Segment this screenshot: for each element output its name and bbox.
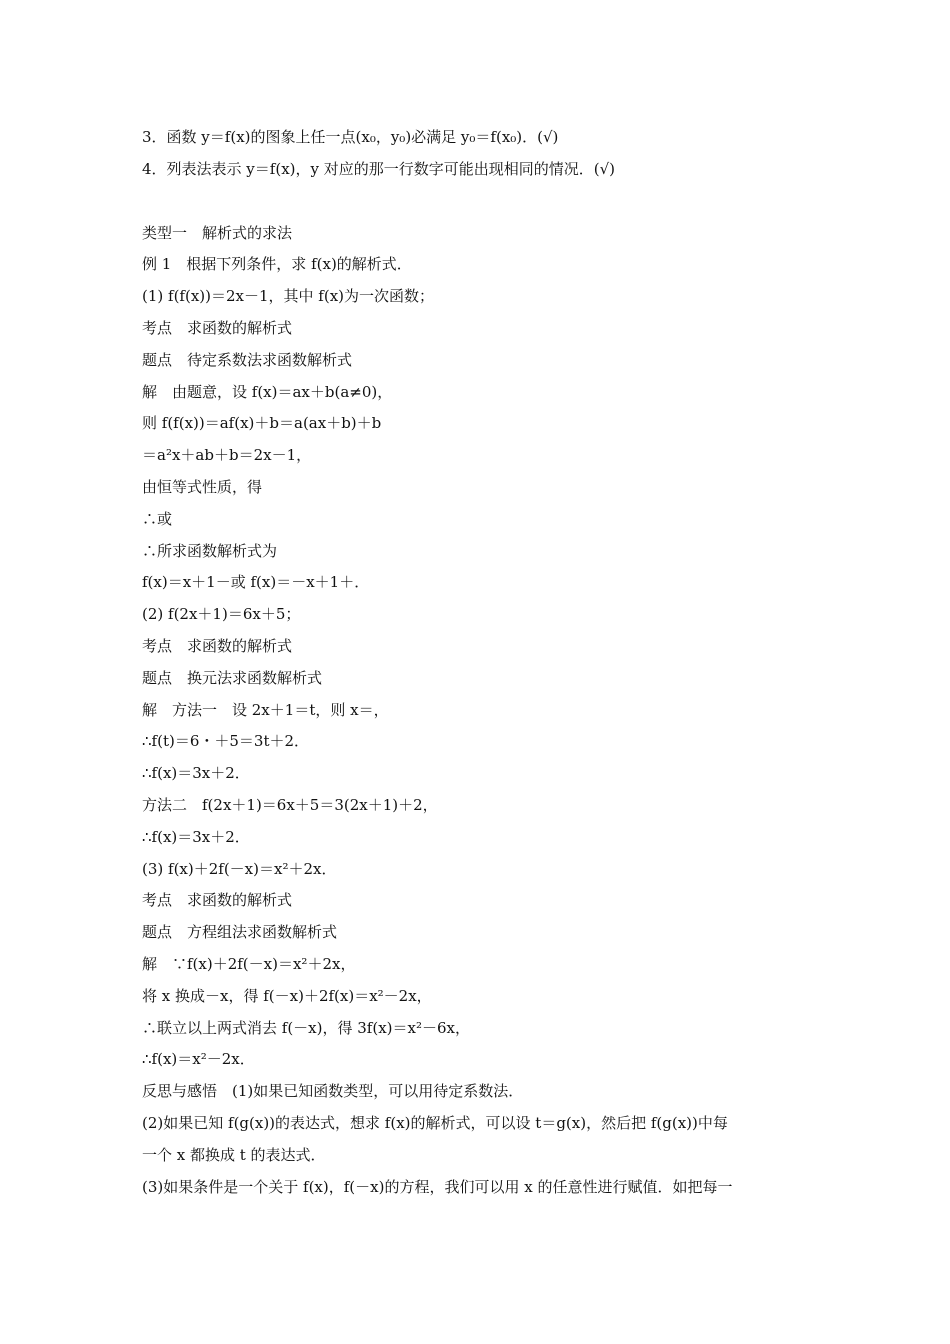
text-line: ∴或 xyxy=(142,509,173,528)
text-line: (2) f(2x＋1)＝6x＋5； xyxy=(142,605,301,624)
text-line: 解 由题意，设 f(x)＝ax＋b(a≠0)， xyxy=(142,382,393,401)
text-line: 题点 换元法求函数解析式 xyxy=(142,668,323,687)
text-line: (3)如果条件是一个关于 f(x)，f(－x)的方程，我们可以用 x 的任意性进行赋值．如把每一 xyxy=(142,1177,733,1196)
section-title: 类型一 解析式的求法 xyxy=(142,223,293,242)
document-page xyxy=(142,122,822,1203)
example-title: 例 1 根据下列条件，求 f(x)的解析式． xyxy=(142,255,412,274)
text-line: ∴f(x)＝3x＋2． xyxy=(142,827,250,846)
text-line: 方法二 f(2x＋1)＝6x＋5＝3(2x＋1)＋2， xyxy=(142,795,438,814)
text-line: 解 ∵f(x)＋2f(－x)＝x²＋2x， xyxy=(142,954,356,973)
text-line: 解 方法一 设 2x＋1＝t，则 x＝， xyxy=(142,700,389,719)
text-line: 4．列表法表示 y＝f(x)，y 对应的那一行数字可能出现相同的情况．(√) xyxy=(142,159,616,178)
text-line: (2)如果已知 f(g(x))的表达式，想求 f(x)的解析式，可以设 t＝g(x)，然后把 f(g(x))中每 xyxy=(142,1113,728,1132)
text-line: 由恒等式性质，得 xyxy=(142,477,263,496)
text-line: 题点 方程组法求函数解析式 xyxy=(142,923,338,942)
text-line: ＝a²x＋ab＋b＝2x－1， xyxy=(142,446,312,465)
text-line: 考点 求函数的解析式 xyxy=(142,318,293,337)
text-line: ∴所求函数解析式为 xyxy=(142,541,278,560)
paragraph-gap xyxy=(142,186,822,218)
text-line: 反思与感悟 (1)如果已知函数类型，可以用待定系数法． xyxy=(142,1082,524,1101)
text-line: ∴f(x)＝x²－2x． xyxy=(142,1050,255,1069)
text-line: 3．函数 y＝f(x)的图象上任一点(x₀，y₀)必满足 y₀＝f(x₀)．(√) xyxy=(142,128,559,146)
text-line: f(x)＝x＋1－或 f(x)＝－x＋1＋． xyxy=(142,573,370,592)
text-line: 考点 求函数的解析式 xyxy=(142,636,293,655)
text-line: 将 x 换成－x，得 f(－x)＋2f(x)＝x²－2x， xyxy=(142,986,432,1005)
text-line: ∴联立以上两式消去 f(－x)，得 3f(x)＝x²－6x， xyxy=(142,1018,470,1037)
text-line: (3) f(x)＋2f(－x)＝x²＋2x． xyxy=(142,859,337,878)
text-line: 考点 求函数的解析式 xyxy=(142,891,293,910)
text-line: (1) f(f(x))＝2x－1，其中 f(x)为一次函数； xyxy=(142,287,435,306)
text-line: ∴f(t)＝6・＋5＝3t＋2． xyxy=(142,732,310,751)
text-line: 一个 x 都换成 t 的表达式． xyxy=(142,1145,326,1164)
text-line: ∴f(x)＝3x＋2． xyxy=(142,764,250,783)
text-line: 则 f(f(x))＝af(x)＋b＝a(ax＋b)＋b xyxy=(142,414,382,433)
text-line: 题点 待定系数法求函数解析式 xyxy=(142,350,353,369)
